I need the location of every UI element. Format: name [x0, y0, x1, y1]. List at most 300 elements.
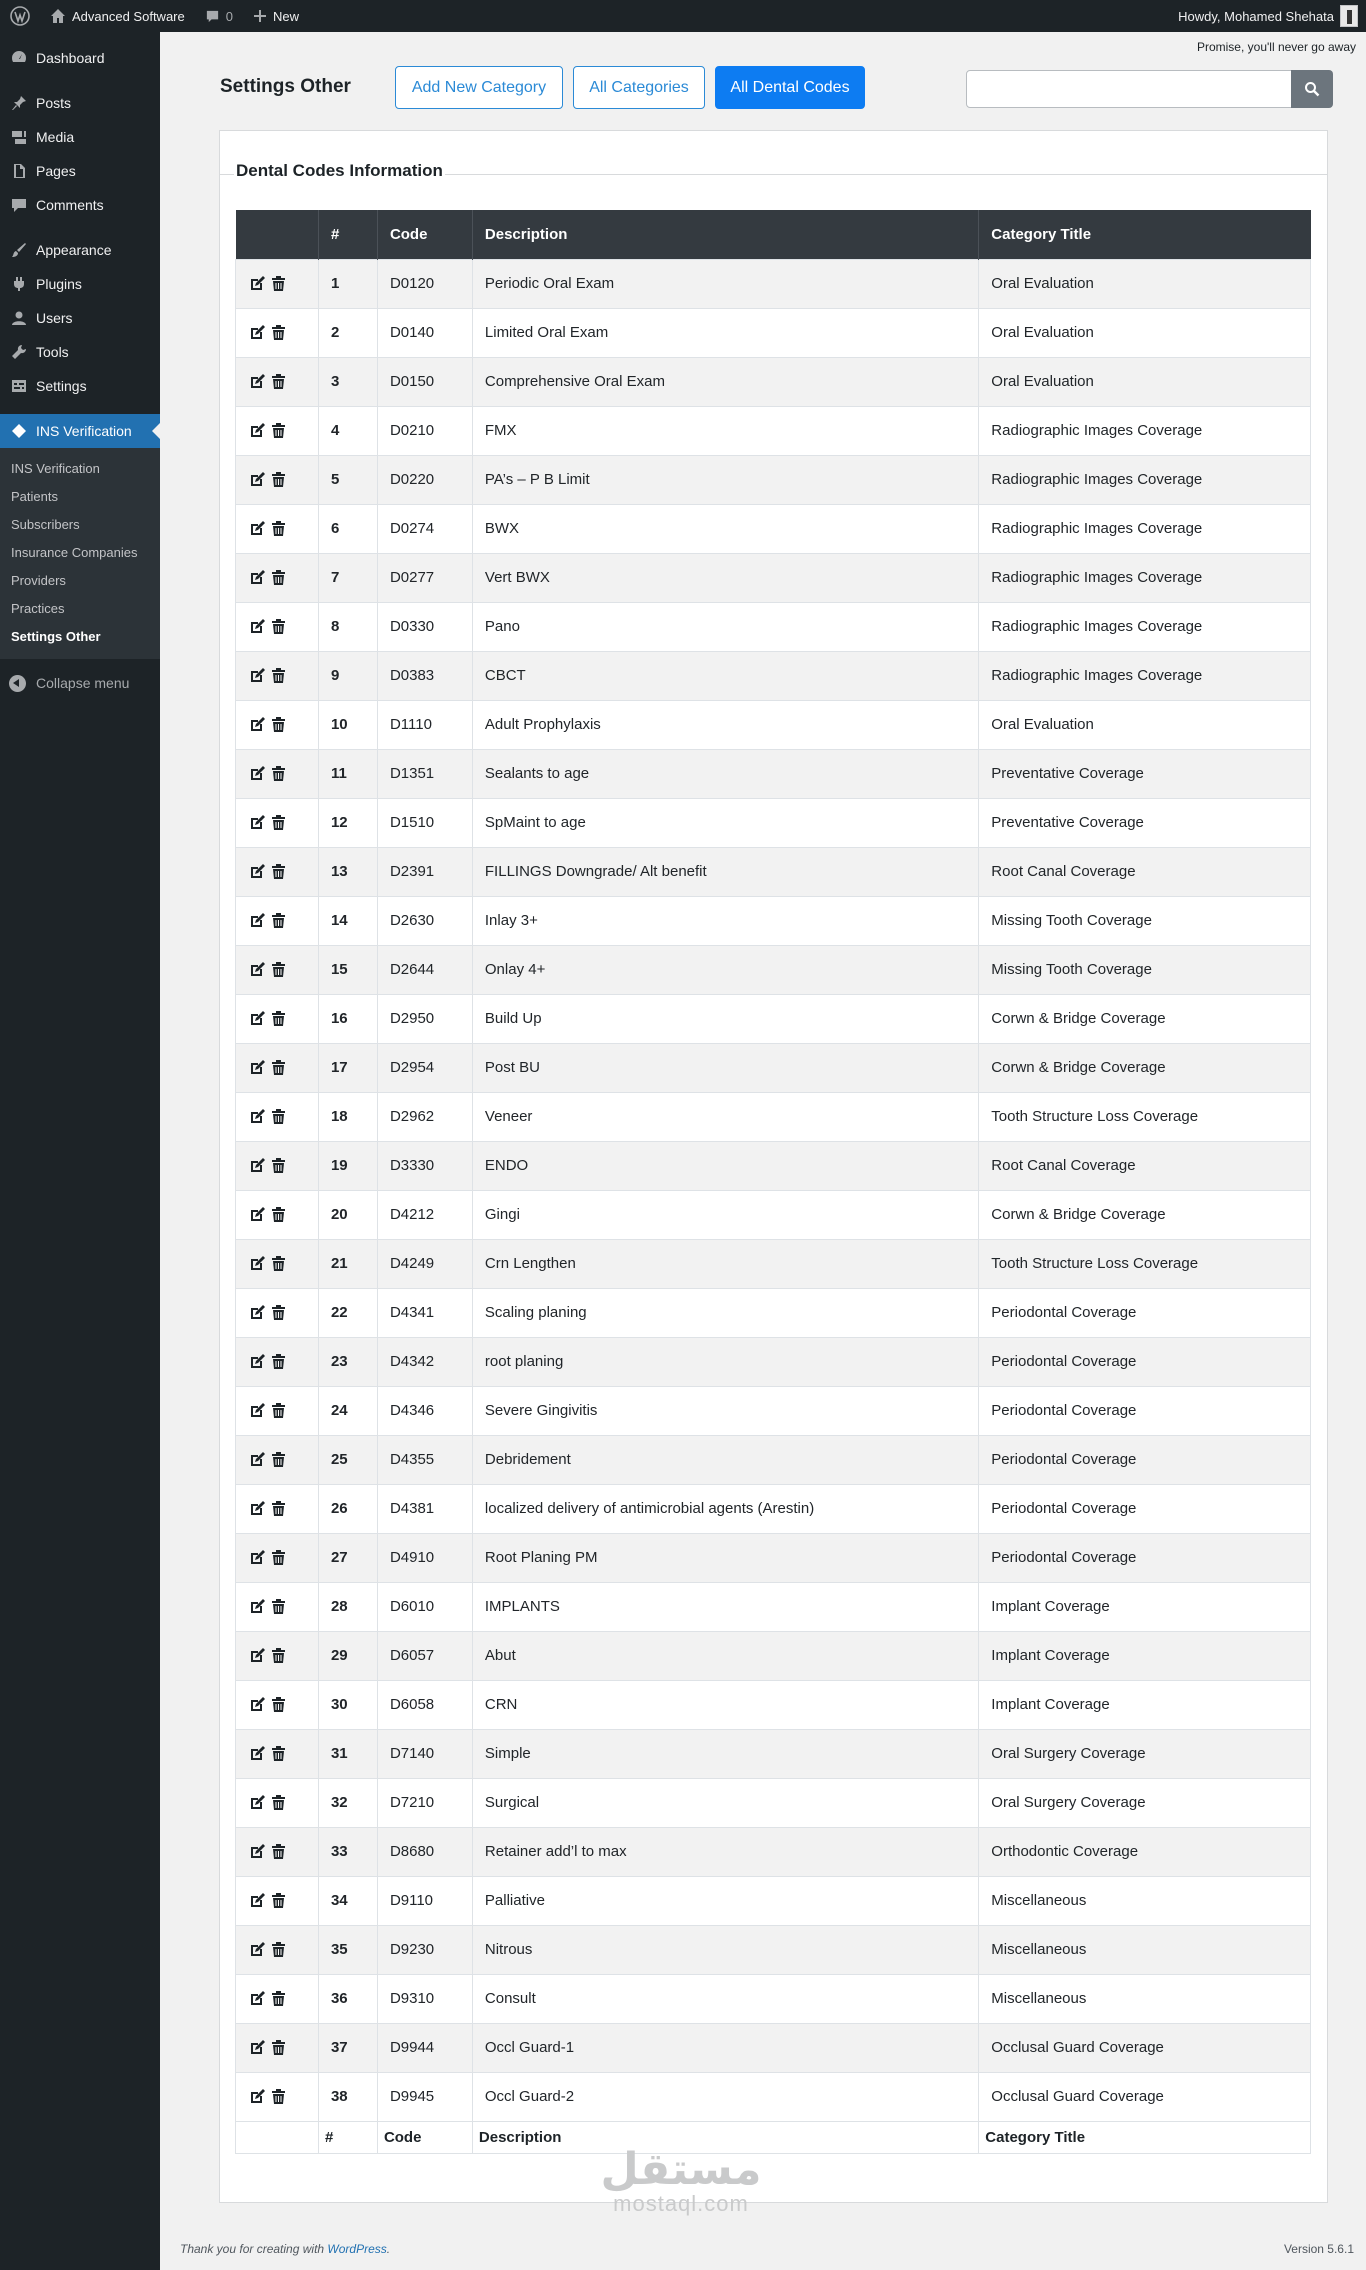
row-code: D0330 [377, 602, 472, 651]
edit-icon[interactable] [248, 324, 266, 342]
table-row [236, 1141, 1311, 1190]
trash-icon[interactable] [269, 912, 287, 930]
row-category: Implant Coverage [979, 1582, 1311, 1631]
table-row [236, 749, 1311, 798]
row-category: Root Canal Coverage [979, 847, 1311, 896]
row-actions [236, 1239, 319, 1288]
footer-actions [236, 2121, 319, 2153]
sidebar-item-appearance[interactable]: Appearance [0, 233, 160, 267]
edit-icon[interactable] [248, 422, 266, 440]
add-new-category-button[interactable]: Add New Category [395, 66, 563, 109]
row-number: 32 [318, 1778, 377, 1827]
pin-icon [9, 93, 29, 113]
row-code: D4342 [377, 1337, 472, 1386]
trash-icon[interactable] [269, 275, 287, 293]
trash-icon[interactable] [269, 1206, 287, 1224]
row-code: D0383 [377, 651, 472, 700]
edit-icon[interactable] [248, 1843, 266, 1861]
row-category: Occlusal Guard Coverage [979, 2072, 1311, 2121]
page-icon [9, 161, 29, 181]
row-number: 20 [318, 1190, 377, 1239]
table-header-row [236, 210, 1311, 259]
submenu-item-subscribers[interactable]: Subscribers [11, 517, 80, 532]
row-category: Oral Surgery Coverage [979, 1778, 1311, 1827]
page-title: Settings Other [220, 76, 351, 97]
comments-count: 0 [225, 8, 233, 24]
edit-icon[interactable] [248, 961, 266, 979]
row-description: Veneer [472, 1092, 978, 1141]
row-actions [236, 357, 319, 406]
edit-icon[interactable] [248, 1794, 266, 1812]
trash-icon[interactable] [269, 1304, 287, 1322]
row-category: Corwn & Bridge Coverage [979, 1043, 1311, 1092]
footer-number: # [318, 2121, 377, 2153]
edit-icon[interactable] [248, 1206, 266, 1224]
edit-icon[interactable] [248, 1402, 266, 1420]
row-actions [236, 749, 319, 798]
row-number: 23 [318, 1337, 377, 1386]
trash-icon[interactable] [269, 2088, 287, 2106]
table-row [236, 1435, 1311, 1484]
row-actions [236, 2072, 319, 2121]
submenu-item-insurance-companies[interactable]: Insurance Companies [11, 545, 138, 560]
trash-icon[interactable] [269, 716, 287, 734]
collapse-menu-button[interactable]: Collapse menu [0, 665, 160, 701]
footer-category: Category Title [979, 2121, 1311, 2153]
edit-icon[interactable] [248, 471, 266, 489]
row-code: D0210 [377, 406, 472, 455]
edit-icon[interactable] [248, 1500, 266, 1518]
row-category: Miscellaneous [979, 1925, 1311, 1974]
row-description: Severe Gingivitis [472, 1386, 978, 1435]
new-content-link[interactable] [243, 0, 309, 32]
row-actions [236, 1778, 319, 1827]
comment-icon [9, 195, 29, 215]
trash-icon[interactable] [269, 1402, 287, 1420]
row-number: 15 [318, 945, 377, 994]
edit-icon[interactable] [248, 275, 266, 293]
brush-icon [9, 240, 29, 260]
sidebar-item-posts[interactable]: Posts [0, 86, 160, 120]
edit-icon[interactable] [248, 765, 266, 783]
trash-icon[interactable] [269, 1059, 287, 1077]
edit-icon[interactable] [248, 1549, 266, 1567]
row-code: D4212 [377, 1190, 472, 1239]
trash-icon[interactable] [269, 2039, 287, 2057]
row-description: localized delivery of antimicrobial agents (Arestin) [472, 1484, 978, 1533]
home-icon [50, 8, 66, 24]
sidebar-item-pages[interactable]: Pages [0, 154, 160, 188]
row-code: D9110 [377, 1876, 472, 1925]
row-number: 18 [318, 1092, 377, 1141]
submenu-item-ins-verification[interactable]: INS Verification [11, 461, 100, 476]
row-number: 26 [318, 1484, 377, 1533]
row-category: Corwn & Bridge Coverage [979, 994, 1311, 1043]
table-row [236, 1484, 1311, 1533]
row-description: Limited Oral Exam [472, 308, 978, 357]
row-code: D4346 [377, 1386, 472, 1435]
trash-icon[interactable] [269, 961, 287, 979]
trash-icon[interactable] [269, 863, 287, 881]
edit-icon[interactable] [248, 373, 266, 391]
table-row [236, 1582, 1311, 1631]
row-code: D7210 [377, 1778, 472, 1827]
row-description: Post BU [472, 1043, 978, 1092]
row-description: Debridement [472, 1435, 978, 1484]
submenu-item-providers[interactable]: Providers [11, 573, 66, 588]
row-category: Periodontal Coverage [979, 1386, 1311, 1435]
row-number: 6 [318, 504, 377, 553]
edit-icon[interactable] [248, 520, 266, 538]
all-categories-button[interactable]: All Categories [573, 66, 705, 109]
wordpress-logo-icon[interactable] [0, 0, 40, 32]
row-category: Tooth Structure Loss Coverage [979, 1239, 1311, 1288]
row-code: D9230 [377, 1925, 472, 1974]
row-code: D2391 [377, 847, 472, 896]
table-row [236, 259, 1311, 308]
row-number: 8 [318, 602, 377, 651]
footer-version: Version 5.6.1 [1283, 2242, 1354, 2256]
plug-icon [9, 274, 29, 294]
row-actions [236, 1386, 319, 1435]
table-row [236, 847, 1311, 896]
trash-icon[interactable] [269, 1157, 287, 1175]
my-account[interactable] [1178, 0, 1366, 32]
row-description: root planing [472, 1337, 978, 1386]
edit-icon[interactable] [248, 1255, 266, 1273]
trash-icon[interactable] [269, 1647, 287, 1665]
table-row [236, 553, 1311, 602]
row-description: SpMaint to age [472, 798, 978, 847]
row-description: Palliative [472, 1876, 978, 1925]
user-icon [9, 308, 29, 328]
table-row [236, 896, 1311, 945]
edit-icon[interactable] [248, 1745, 266, 1763]
row-category: Miscellaneous [979, 1876, 1311, 1925]
row-number: 30 [318, 1680, 377, 1729]
edit-icon[interactable] [248, 814, 266, 832]
row-actions [236, 602, 319, 651]
table-row [236, 2023, 1311, 2072]
row-description: Retainer add’l to max [472, 1827, 978, 1876]
page-header [220, 66, 1340, 110]
col-header-number[interactable]: # [318, 210, 377, 259]
edit-icon[interactable] [248, 569, 266, 587]
row-category: Tooth Structure Loss Coverage [979, 1092, 1311, 1141]
footer-code: Code [377, 2121, 472, 2153]
table-row [236, 1190, 1311, 1239]
row-description: Sealants to age [472, 749, 978, 798]
plus-icon [253, 9, 267, 23]
row-code: D0140 [377, 308, 472, 357]
row-category: Oral Surgery Coverage [979, 1729, 1311, 1778]
trash-icon[interactable] [269, 814, 287, 832]
row-category: Corwn & Bridge Coverage [979, 1190, 1311, 1239]
row-description: FILLINGS Downgrade/ Alt benefit [472, 847, 978, 896]
trash-icon[interactable] [269, 1353, 287, 1371]
row-actions [236, 1680, 319, 1729]
row-code: D9945 [377, 2072, 472, 2121]
comments-link[interactable] [195, 0, 243, 32]
edit-icon[interactable] [248, 1304, 266, 1322]
trash-icon[interactable] [269, 1990, 287, 2008]
trash-icon[interactable] [269, 520, 287, 538]
dashboard-icon [9, 48, 29, 68]
sidebar-item-comments[interactable]: Comments [0, 188, 160, 222]
trash-icon[interactable] [269, 1892, 287, 1910]
row-description: Adult Prophylaxis [472, 700, 978, 749]
row-number: 27 [318, 1533, 377, 1582]
row-actions [236, 1092, 319, 1141]
row-description: BWX [472, 504, 978, 553]
row-category: Radiographic Images Coverage [979, 602, 1311, 651]
row-number: 35 [318, 1925, 377, 1974]
trash-icon[interactable] [269, 1010, 287, 1028]
table-row [236, 1876, 1311, 1925]
row-description: Occl Guard-1 [472, 2023, 978, 2072]
trash-icon[interactable] [269, 324, 287, 342]
dental-codes-panel [219, 130, 1328, 2203]
search-input[interactable] [966, 70, 1292, 108]
row-actions [236, 1288, 319, 1337]
footer-description: Description [472, 2121, 978, 2153]
table-row [236, 1925, 1311, 1974]
edit-icon[interactable] [248, 618, 266, 636]
edit-icon[interactable] [248, 2088, 266, 2106]
edit-icon[interactable] [248, 1451, 266, 1469]
trash-icon[interactable] [269, 471, 287, 489]
table-row [236, 1092, 1311, 1141]
row-number: 31 [318, 1729, 377, 1778]
sidebar-item-ins-verification[interactable]: INS Verification [0, 414, 160, 448]
row-number: 19 [318, 1141, 377, 1190]
col-header-actions [236, 210, 319, 259]
row-code: D3330 [377, 1141, 472, 1190]
row-actions [236, 1631, 319, 1680]
row-code: D0150 [377, 357, 472, 406]
row-actions [236, 896, 319, 945]
table-row [236, 945, 1311, 994]
row-number: 11 [318, 749, 377, 798]
row-number: 21 [318, 1239, 377, 1288]
howdy-text: Howdy, Mohamed Shehata [1178, 8, 1334, 24]
edit-icon[interactable] [248, 1892, 266, 1910]
trash-icon[interactable] [269, 1108, 287, 1126]
comment-bubble-icon [205, 9, 220, 24]
row-actions [236, 1484, 319, 1533]
edit-icon[interactable] [248, 863, 266, 881]
row-number: 24 [318, 1386, 377, 1435]
row-actions [236, 945, 319, 994]
site-name-link[interactable] [40, 0, 195, 32]
row-number: 22 [318, 1288, 377, 1337]
col-header-code[interactable]: Code [377, 210, 472, 259]
collapse-arrow-icon [9, 675, 26, 692]
table-row [236, 1043, 1311, 1092]
edit-icon[interactable] [248, 912, 266, 930]
table-row [236, 602, 1311, 651]
trash-icon[interactable] [269, 1549, 287, 1567]
col-header-category[interactable]: Category Title [991, 225, 1092, 243]
row-code: D0120 [377, 259, 472, 308]
row-category: Periodontal Coverage [979, 1533, 1311, 1582]
row-code: D9310 [377, 1974, 472, 2023]
trash-icon[interactable] [269, 667, 287, 685]
row-category: Periodontal Coverage [979, 1288, 1311, 1337]
row-actions [236, 651, 319, 700]
row-number: 38 [318, 2072, 377, 2121]
edit-icon[interactable] [248, 1941, 266, 1959]
ins-verification-submenu [0, 448, 160, 659]
trash-icon[interactable] [269, 1255, 287, 1273]
row-number: 29 [318, 1631, 377, 1680]
row-number: 3 [318, 357, 377, 406]
row-number: 13 [318, 847, 377, 896]
row-actions [236, 2023, 319, 2072]
trash-icon[interactable] [269, 422, 287, 440]
edit-icon[interactable] [248, 1059, 266, 1077]
row-number: 14 [318, 896, 377, 945]
all-dental-codes-button[interactable]: All Dental Codes [715, 66, 865, 109]
row-category: Preventative Coverage [979, 749, 1311, 798]
edit-icon[interactable] [248, 1990, 266, 2008]
row-code: D0274 [377, 504, 472, 553]
row-category: Periodontal Coverage [979, 1435, 1311, 1484]
sidebar-item-plugins[interactable]: Plugins [0, 267, 160, 301]
row-number: 16 [318, 994, 377, 1043]
row-code: D2644 [377, 945, 472, 994]
trash-icon[interactable] [269, 373, 287, 391]
row-description: Surgical [472, 1778, 978, 1827]
table-row [236, 994, 1311, 1043]
row-category: Radiographic Images Coverage [979, 553, 1311, 602]
trash-icon[interactable] [269, 618, 287, 636]
row-actions [236, 1337, 319, 1386]
edit-icon[interactable] [248, 716, 266, 734]
edit-icon[interactable] [248, 1353, 266, 1371]
edit-icon[interactable] [248, 1157, 266, 1175]
row-actions [236, 1533, 319, 1582]
table-row [236, 798, 1311, 847]
row-description: Occl Guard-2 [472, 2072, 978, 2121]
dental-codes-table [235, 210, 1311, 2154]
row-actions [236, 1141, 319, 1190]
watermark-latin: mostaql.com [613, 2191, 749, 2216]
sidebar-item-tools[interactable]: Tools [0, 335, 160, 369]
submenu-item-practices[interactable]: Practices [11, 601, 65, 616]
submenu-item-settings-other[interactable]: Settings Other [11, 629, 101, 644]
row-code: D0220 [377, 455, 472, 504]
trash-icon[interactable] [269, 765, 287, 783]
row-code: D2950 [377, 994, 472, 1043]
trash-icon[interactable] [269, 1500, 287, 1518]
edit-icon[interactable] [248, 1010, 266, 1028]
row-actions [236, 1043, 319, 1092]
row-number: 28 [318, 1582, 377, 1631]
row-category: Oral Evaluation [979, 308, 1311, 357]
edit-icon[interactable] [248, 2039, 266, 2057]
trash-icon[interactable] [269, 1843, 287, 1861]
row-description: Gingi [472, 1190, 978, 1239]
submenu-item-patients[interactable]: Patients [11, 489, 58, 504]
table-row [236, 455, 1311, 504]
diamond-icon [9, 421, 29, 441]
row-code: D4381 [377, 1484, 472, 1533]
row-code: D6057 [377, 1631, 472, 1680]
row-description: IMPLANTS [472, 1582, 978, 1631]
search-button[interactable] [1291, 70, 1333, 108]
table-row [236, 1288, 1311, 1337]
row-actions [236, 994, 319, 1043]
col-header-description[interactable]: Description [472, 210, 978, 259]
row-number: 9 [318, 651, 377, 700]
trash-icon[interactable] [269, 569, 287, 587]
trash-icon[interactable] [269, 1941, 287, 1959]
row-description: Crn Lengthen [472, 1239, 978, 1288]
row-code: D1351 [377, 749, 472, 798]
row-description: Periodic Oral Exam [472, 259, 978, 308]
trash-icon[interactable] [269, 1745, 287, 1763]
trash-icon[interactable] [269, 1794, 287, 1812]
row-actions [236, 504, 319, 553]
row-actions [236, 1974, 319, 2023]
trash-icon[interactable] [269, 1598, 287, 1616]
site-name: Advanced Software [72, 8, 185, 24]
row-description: CRN [472, 1680, 978, 1729]
row-code: D4910 [377, 1533, 472, 1582]
row-category: Radiographic Images Coverage [979, 455, 1311, 504]
admin-bar [0, 0, 1366, 32]
row-actions [236, 1435, 319, 1484]
table-row [236, 308, 1311, 357]
wordpress-link[interactable]: WordPress [327, 2242, 387, 2256]
row-actions [236, 1925, 319, 1974]
row-code: D9944 [377, 2023, 472, 2072]
row-description: Root Planing PM [472, 1533, 978, 1582]
row-category: Periodontal Coverage [979, 1484, 1311, 1533]
trash-icon[interactable] [269, 1696, 287, 1714]
sidebar-item-dashboard[interactable]: Dashboard [0, 41, 160, 75]
row-category: Radiographic Images Coverage [979, 504, 1311, 553]
edit-icon[interactable] [248, 1696, 266, 1714]
edit-icon[interactable] [248, 1108, 266, 1126]
sidebar-item-settings[interactable]: Settings [0, 369, 160, 403]
row-category: Missing Tooth Coverage [979, 945, 1311, 994]
row-description: PA’s – P B Limit [472, 455, 978, 504]
edit-icon[interactable] [248, 1647, 266, 1665]
row-description: Vert BWX [472, 553, 978, 602]
row-category: Oral Evaluation [979, 700, 1311, 749]
row-category: Radiographic Images Coverage [979, 651, 1311, 700]
wrench-icon [9, 342, 29, 362]
trash-icon[interactable] [269, 1451, 287, 1469]
row-code: D2962 [377, 1092, 472, 1141]
edit-icon[interactable] [248, 1598, 266, 1616]
table-row [236, 1533, 1311, 1582]
table-row [236, 1337, 1311, 1386]
row-code: D2954 [377, 1043, 472, 1092]
row-code: D6010 [377, 1582, 472, 1631]
row-category: Implant Coverage [979, 1680, 1311, 1729]
row-category: Missing Tooth Coverage [979, 896, 1311, 945]
media-icon [9, 127, 29, 147]
table-row [236, 504, 1311, 553]
sidebar-item-media[interactable]: Media [0, 120, 160, 154]
edit-icon[interactable] [248, 667, 266, 685]
row-description: Abut [472, 1631, 978, 1680]
row-actions [236, 308, 319, 357]
sidebar-item-users[interactable]: Users [0, 301, 160, 335]
